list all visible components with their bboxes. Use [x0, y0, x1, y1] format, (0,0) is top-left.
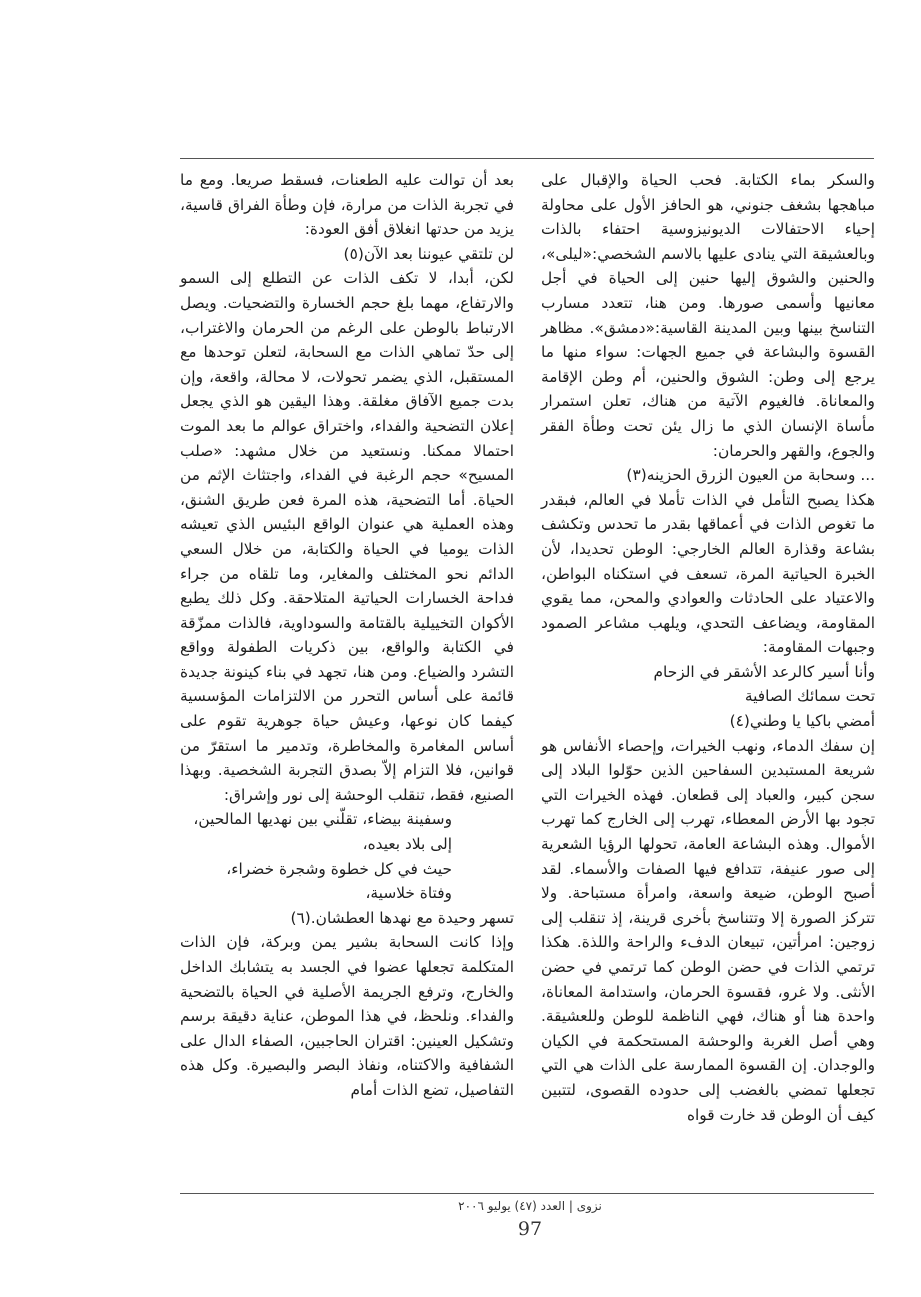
paragraph: إن سفك الدماء، ونهب الخيرات، وإحصاء الأنفاس هو شريعة المستبدين السفاحين الذين حوّلوا البلاد إلى سجن كبير، والعباد إلى قطعان. فهذه الخيرات التي تجود بها الأرض المعطاء، تهرب إلى الخارج كما تهرب الأموال. وهذه البشاعة العامة، تحولها الرؤيا الشعرية إلى صور عنيفة، تتدافع فيها الصفات والأسماء. لقد أصبح الوطن، ضيعة واسعة، وامرأة مستباحة. ولا تتركز الصورة إلا وتتناسخ بأخرى قرينة، إذ تنقلب إلى زوجين: امرأتين، تبيعان الدفء والراحة واللذة. هكذا ترتمي الذات في حضن الوطن كما ترتمي في حضن الأنثى. ولا غرو، فقسوة الحرمان، واستدامة المعاناة، واحدة هنا أو هناك، فهي الناظمة للوطن وللعشيقة. وهي أصل الغربة والوحشة المستحكمة في الكيان والوجدان. إن القسوة الممارسة على الذات هي التي تجعلها تمضي بالغضب إلى حدوده القصوى، لتتبين كيف أن الوطن قد خارت قواه	[541, 736, 875, 1124]
paragraph: لكن، أبدا، لا تكف الذات عن التطلع إلى السمو والارتفاع، مهما بلغ حجم الخسارة والتضحيات. ويصل الارتباط بالوطن على الرغم من الحرمان والاغتراب، إلى حدّ تماهي الذات مع السحابة، لتعلن توحدها مع المستقبل، الذي يضمر تحولات، لا محالة، واقعة، وإن بدت جميع الآفاق مغلقة. وهذا اليقين هو الذي يجعل إعلان التضحية والفداء، واختراق عوالم ما بعد الموت احتمالا ممكنا. ونستعيد من خلال مشهد: «صلب المسيح» حجم الرغبة في الفداء، واجتثاث الإثم من الحياة. أما التضحية، هذه المرة فعن طريق الشنق، وهذه العملية هي عنوان الواقع البئيس الذي تعيشه الذات يوميا في الحياة والكتابة، من خلال السعي الدائم نحو المختلف والمغاير، وما تلقاه من جراء فداحة الخسارات الحياتية المتلاحقة. وكل ذلك يطبع الأكوان التخييلية بالقتامة والسوداوية، فالذات ممزّقة في الكتابة والواقع، بين ذكريات الطفولة وواقع التشرد والضياع. ومن هنا، تجهد في بناء كينونة جديدة قائمة على أساس التحرر من الالتزامات المؤسسية كيفما كان نوعها، وعيش حياة جوهرية تقوم على أساس المغامرة والمخاطرة، وتدمير ما استقرّ من قوانين، فلا التزام إلاّ بصدق التجربة الشخصية. وبهذا الصنيع، فقط، تنقلب الوحشة إلى نور وإشراق:	[180, 269, 514, 804]
paragraph: والسكر بماء الكتابة. فحب الحياة والإقبال على مباهجها بشغف جنوني، هو الحافز الأول على محاولة إحياء الاحتفالات الديونيزوسية احتفاء بالذات وبالعشيقة التي ينادى عليها بالاسم الشخصي:«ليلى»، والحنين والشوق إليها حنين إلى الحياة في أجل معانيها وأسمى صورها. ومن هنا، تتعدد مسارب التناسخ بينها وبين المدينة القاسية:«دمشق». مظاهر القسوة والبشاعة في جميع الجهات: سواء منها ما يرجع إلى وطن: الشوق والحنين، أم وطن الإقامة والمعاناة. فالغيوم الآتية من هناك، تعلن استمرار مأساة الإنسان الذي ما زال يئن تحت وطأة الفقر والجوع، والقهر والحرمان:	[541, 171, 875, 460]
verse-line: وأنا أسير كالرعد الأشقر في الزحام	[653, 662, 875, 681]
bottom-rule	[180, 1193, 874, 1194]
verse-line: لن تلتقي عيوننا بعد الآن(٥)	[343, 244, 514, 263]
verse-line: حيث في كل خطوة وشجرة خضراء،	[226, 859, 452, 878]
paragraph: بعد أن توالت عليه الطعنات، فسقط صريعا. ومع ما في تجربة الذات من مرارة، فإن وطأة الفراق قاسية، يزيد من حدتها انغلاق أفق العودة:	[180, 171, 514, 239]
verse-line: وسفينة بيضاء، تقلّني بين نهديها المالحين،	[193, 810, 452, 829]
footer-issue-info: نزوى | العدد (٤٧) يوليو ٢٠٠٦	[458, 1199, 602, 1213]
paragraph: وإذا كانت السحابة بشير يمن وبركة، فإن الذات المتكلمة تجعلها عضوا في الجسد به يتشابك الداخل والخارج، وترفع الجريمة الأصلية في الحياة بالتضحية والفداء. ونلحظ، في هذا الموطن، عناية دقيقة برسم وتشكيل العينين: اقتران الحاجبين، الصفاء الدال على الشفافية والاكتناه، ونفاذ البصر والبصيرة. وكل هذه التفاصيل، تضع الذات أمام	[180, 933, 514, 1099]
top-rule	[180, 158, 874, 159]
left-text-column	[180, 168, 514, 1103]
verse-line: أمضي باكيا يا وطني(٤)	[729, 712, 875, 731]
verse-line: ... وسحابة من العيون الزرق الحزينه(٣)	[626, 466, 875, 485]
verse-line: تحت سمائك الصافية	[744, 687, 875, 706]
verse-line: وفتاة خلاسية،	[365, 884, 452, 903]
verse-line: إلى بلاد بعيده،	[362, 835, 452, 854]
verse-line: تسهر وحيدة مع نهدها العطشان.(٦)	[290, 908, 514, 927]
page-number: 97	[517, 1218, 543, 1240]
right-text-column	[541, 168, 875, 1127]
paragraph: هكذا يصبح التأمل في الذات تأملا في العالم، فبقدر ما تغوص الذات في أعماقها بقدر ما تحدس وتكشف بشاعة وقذارة العالم الخارجي: الوطن تحديدا، لأن الخبرة الحياتية المرة، تسعف في استكناه البواطن، والاعتياد على الحادثات والعوادي والمحن، مما يقوي المقاومة، ويضاعف التحدي، ويلهب مشاعر الصمود وجبهات المقاومة:	[541, 490, 875, 657]
